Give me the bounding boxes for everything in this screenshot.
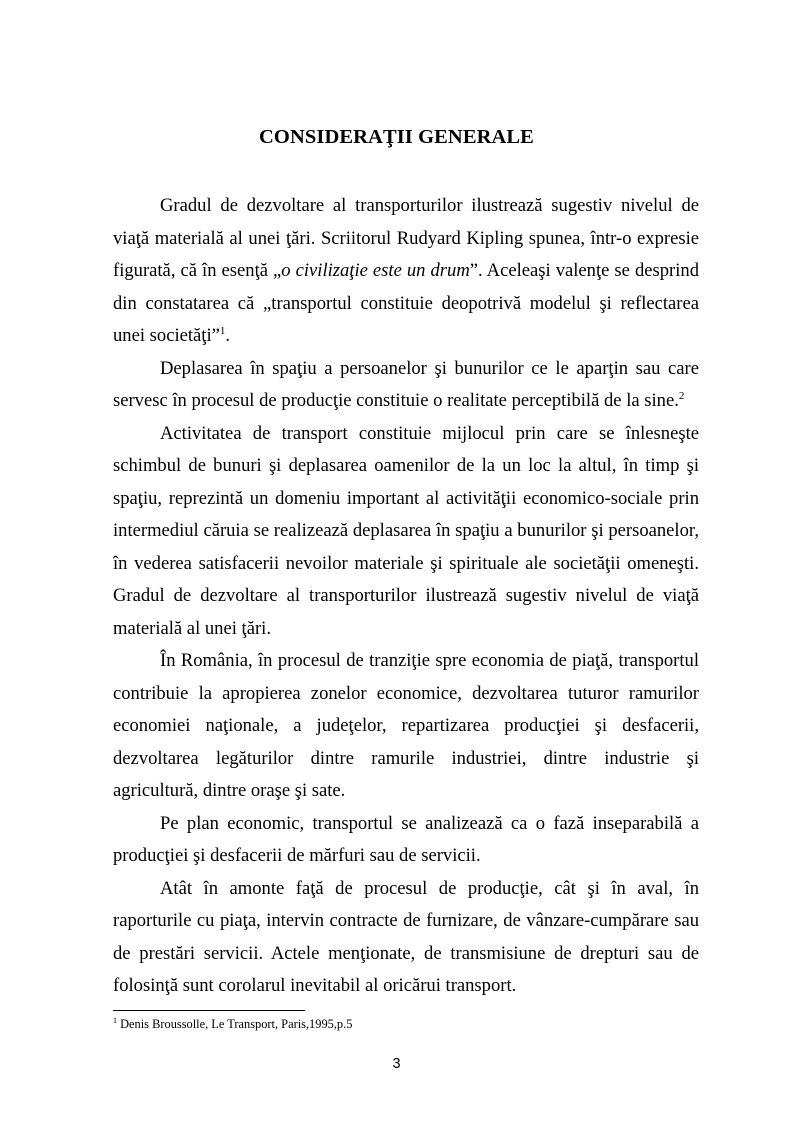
- footnote-separator: [113, 1010, 305, 1011]
- paragraph: [113, 808, 699, 873]
- footnote-text: Denis Broussolle, Le Transport, Paris,1995,p.5: [117, 1017, 353, 1031]
- footnote-marker: 1: [113, 1015, 117, 1025]
- paragraph-text: Atât în amonte faţă de procesul de producţie, cât şi în aval, în raporturile cu piaţa, intervin contracte de furnizare, de vânzare-cumpărare sau de prestări servicii. Actele menţionate, de transmisiune de drepturi sau de folosinţă sunt corolarul inevitabil al oricărui transport.: [113, 877, 699, 996]
- paragraph: [113, 873, 699, 1003]
- paragraph-text: Pe plan economic, transportul se analizează ca o fază inseparabilă a producţiei şi desfacerii de mărfuri sau de servicii.: [113, 812, 699, 866]
- body-text: [113, 190, 699, 1003]
- paragraph: [113, 190, 699, 353]
- footnote: [113, 1016, 352, 1032]
- italic-quote: o civilizaţie este un drum: [281, 260, 470, 281]
- footnote-reference: 1: [219, 324, 226, 337]
- paragraph-text: Gradul de dezvoltare al transporturilor ilustrează sugestiv nivelul de viaţă materială al unei ţări. Scriitorul Rudyard Kipling spunea, într-o expresie figurată, că în esenţă „: [113, 195, 699, 281]
- paragraph: [113, 353, 699, 418]
- paragraph: [113, 645, 699, 808]
- page-number: 3: [392, 1056, 401, 1072]
- paragraph-text: În România, în procesul de tranziţie spre economia de piaţă, transportul contribuie la apropierea zonelor economice, dezvoltarea tuturor ramurilor economiei naţionale, a judeţelor, repartizarea producţiei şi desfacerii, dezvoltarea legăturilor dintre ramurile industriei, dintre industrie şi agricultură, dintre oraşe şi sate.: [113, 650, 699, 801]
- paragraph-text: Deplasarea în spaţiu a persoanelor şi bunurilor ce le aparţin sau care servesc în procesul de producţie constituie o realitate perceptibilă de la sine.: [113, 357, 699, 411]
- paragraph-text: ”. Aceleaşi valenţe se desprind din constatarea că „transportul constituie deopotrivă modelul şi reflectarea unei societăţi”: [113, 260, 699, 346]
- paragraph-text: .: [225, 325, 231, 346]
- footnote-reference: 2: [678, 389, 685, 402]
- paragraph: [113, 418, 699, 646]
- page-title: CONSIDERAŢII GENERALE: [259, 126, 534, 148]
- paragraph-text: Activitatea de transport constituie mijlocul prin care se înlesneşte schimbul de bunuri şi deplasarea oamenilor de la un loc la altul, în timp şi spaţiu, reprezintă un domeniu important al activităţii economico-sociale prin intermediul căruia se realizează deplasarea în spaţiu a bunurilor şi persoanelor, în vederea satisfacerii nevoilor materiale şi spirituale ale societăţii omeneşti. Gradul de dezvoltare al transporturilor ilustrează sugestiv nivelul de viaţă materială al unei ţări.: [113, 422, 699, 639]
